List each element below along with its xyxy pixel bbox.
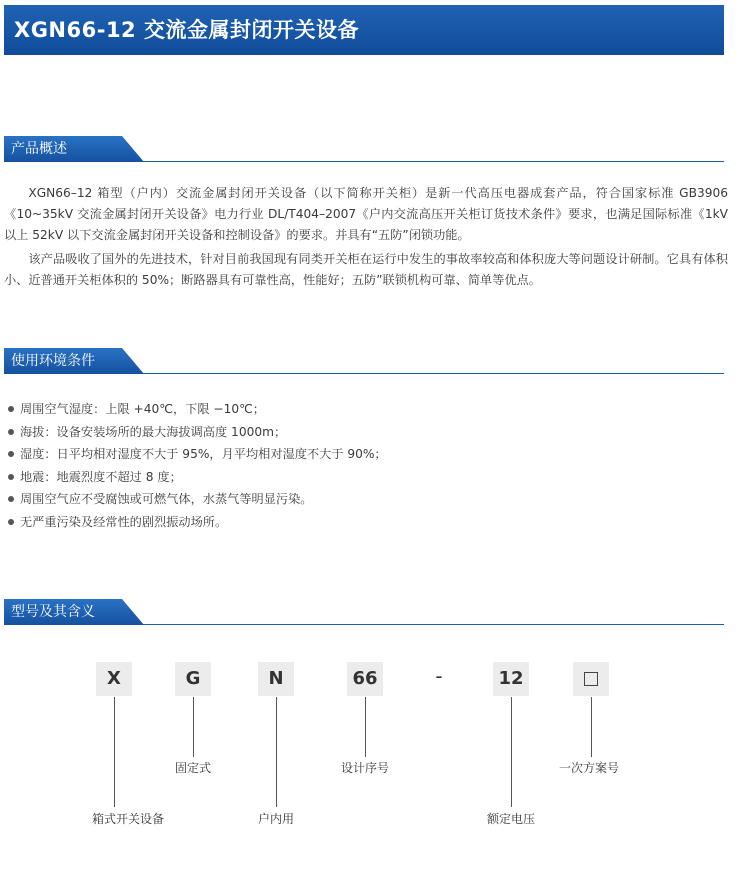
code-box-66: 66	[347, 662, 383, 696]
label-12: 额定电压	[487, 812, 536, 826]
empty-square-icon	[584, 672, 598, 686]
list-item-text: 周围空气应不受腐蚀或可燃气体，水蒸气等明显污染。	[20, 492, 313, 507]
code-dash: -	[435, 664, 443, 688]
bullet-icon	[8, 519, 14, 525]
section-header-model	[4, 599, 724, 625]
code-box-12: 12	[493, 662, 529, 696]
list-item-text: 周围空气湿度：上限 +40℃，下限 −10℃；	[20, 402, 265, 416]
section-title-environment: 使用环境条件	[11, 353, 95, 369]
code-box-x: X	[96, 662, 132, 696]
section-header-overview	[4, 136, 724, 162]
label-x: 箱式开关设备	[92, 812, 165, 826]
section-title-overview: 产品概述	[11, 141, 67, 157]
list-item-text: 海拔：设备安装场所的最大海拔调高度 1000m；	[20, 424, 287, 439]
label-66: 设计序号	[341, 761, 390, 775]
list-item	[8, 511, 718, 534]
code-box-n: N	[258, 662, 294, 696]
connector-line	[511, 697, 512, 807]
list-item	[8, 443, 718, 466]
connector-line	[365, 697, 366, 757]
section-title-model: 型号及其含义	[11, 604, 95, 620]
list-item	[8, 398, 718, 421]
section-header-environment	[4, 348, 724, 374]
list-item-text: 无严重污染及经常性的剧烈振动场所。	[20, 514, 228, 529]
list-item	[8, 421, 718, 444]
bullet-icon	[8, 474, 14, 480]
bullet-icon	[8, 429, 14, 435]
bullet-icon	[8, 496, 14, 502]
page-title: XGN66-12 交流金属封闭开关设备	[14, 18, 359, 42]
connector-line	[193, 697, 194, 757]
connector-line	[591, 697, 592, 757]
list-item	[8, 466, 718, 489]
connector-line	[276, 697, 277, 807]
code-box-g: G	[175, 662, 211, 696]
connector-line	[114, 697, 115, 807]
label-plan: 一次方案号	[559, 761, 620, 775]
label-n: 户内用	[258, 812, 295, 826]
bullet-icon	[8, 406, 14, 412]
bullet-icon	[8, 451, 14, 457]
list-item-text: 湿度：日平均相对湿度不大于 95%，月平均相对湿度不大于 90%；	[20, 447, 387, 462]
code-box-plan	[573, 662, 609, 696]
page-title-bar	[4, 5, 724, 55]
environment-list	[8, 398, 718, 534]
list-item-text: 地震：地震烈度不超过 8 度；	[20, 469, 182, 484]
overview-paragraph-2: 该产品吸收了国外的先进技术，针对目前我国现有同类开关柜在运行中发生的事故率较高和体积庞大等问题设计研制。它具有体积小、近普通开关柜体积的 50%；断路器具有可靠性高，性能好；五防”联锁机构可靠、简单等优点。	[4, 252, 728, 287]
label-g: 固定式	[175, 761, 212, 775]
overview-paragraph-1: XGN66–12 箱型（户内）交流金属封闭开关设备（以下简称开关柜）是新一代高压电器成套产品，符合国家标准 GB3906《10~35kV 交流金属封闭开关设备》电力行业 DL/T404–2007《户内交流高压开关柜订货技术条件》要求，也满足国际标准《1kV 以上 52kV 以下交流金属封闭开关设备和控制设备》的要求。并具有“五防”闭锁功能。	[4, 186, 728, 242]
list-item	[8, 488, 718, 511]
